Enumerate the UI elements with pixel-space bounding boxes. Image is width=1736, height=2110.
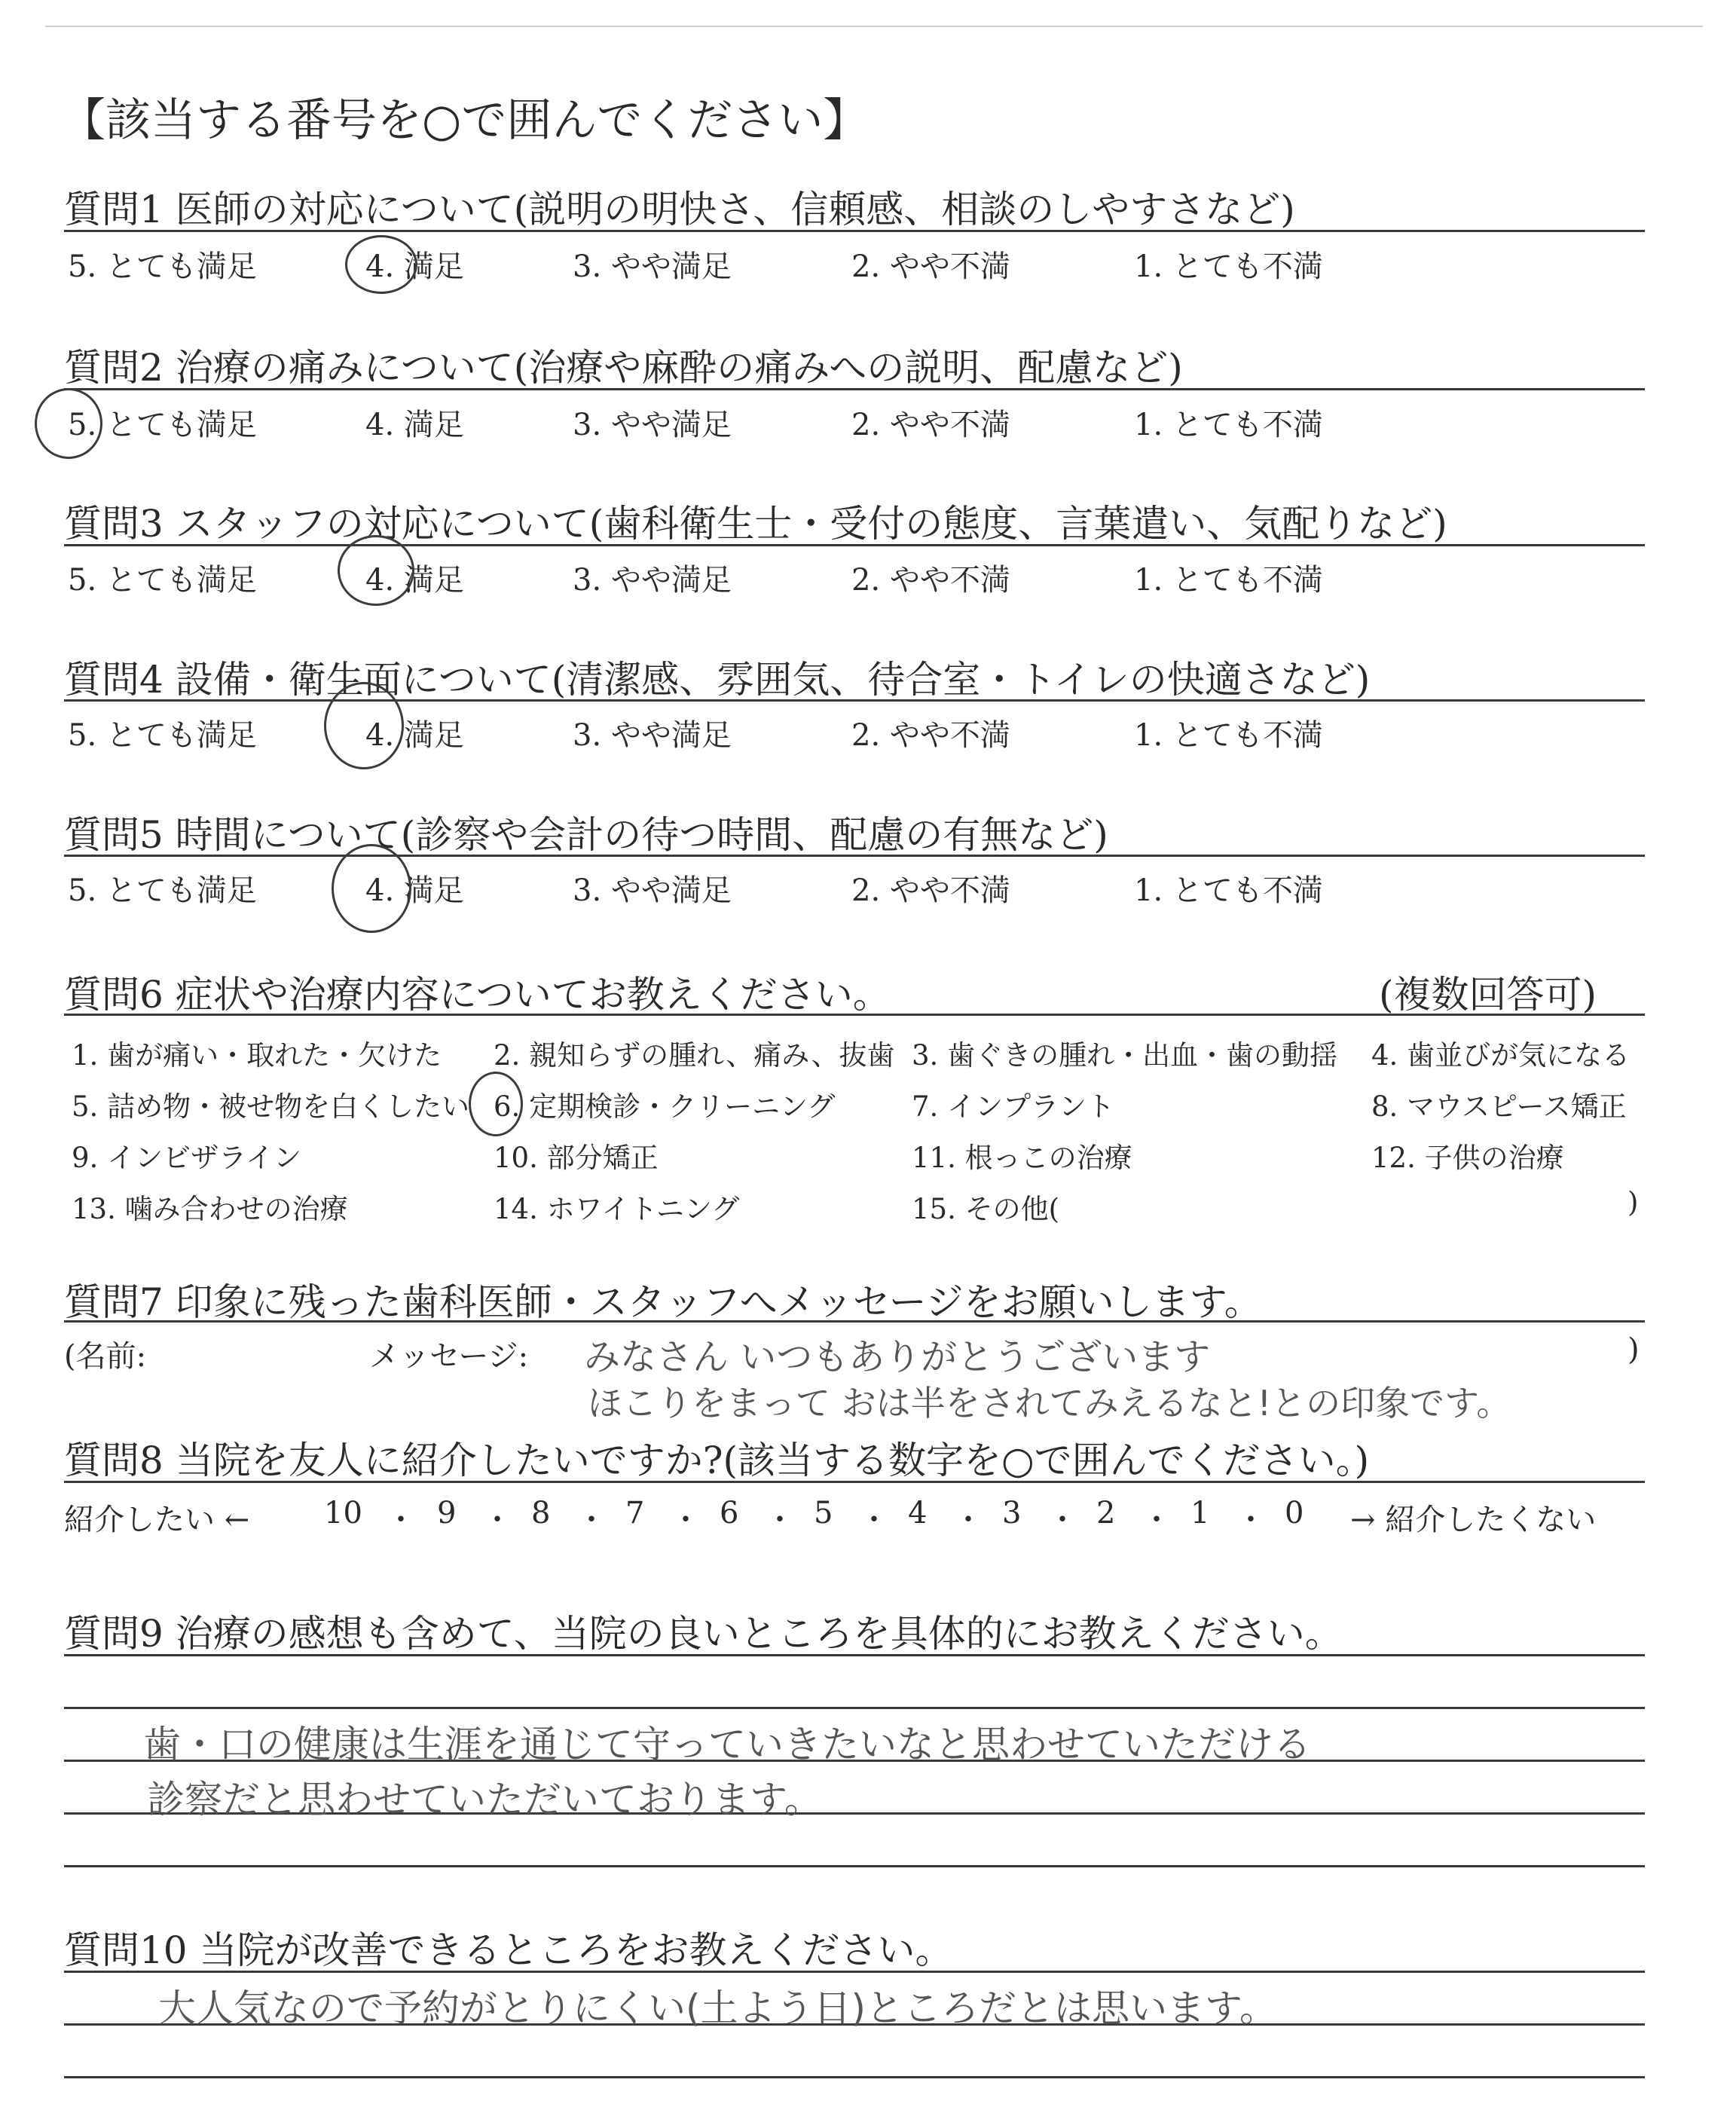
q2-rule xyxy=(64,388,1645,390)
q8-dot: ・ xyxy=(386,1503,416,1537)
q6-item-11[interactable]: 11. 根っこの治療 xyxy=(912,1142,1132,1174)
q1-option-4[interactable]: 4. 満足 xyxy=(365,249,464,284)
q8-dot: ・ xyxy=(859,1503,889,1537)
q6-item-1[interactable]: 1. 歯が痛い・取れた・欠けた xyxy=(72,1039,442,1072)
q5-option-5[interactable]: 5. とても満足 xyxy=(68,873,257,908)
q1-option-1[interactable]: 1. とても不満 xyxy=(1134,249,1323,284)
q2-option-3[interactable]: 3. やや満足 xyxy=(573,408,732,442)
q7-rule xyxy=(64,1320,1645,1323)
q8-scale-5[interactable]: 5 xyxy=(814,1496,833,1531)
q7-heading: 質問7 印象に残った歯科医師・スタッフへメッセージをお願いします。 xyxy=(64,1280,1262,1324)
q6-item-8[interactable]: 8. マウスピース矯正 xyxy=(1371,1090,1627,1123)
q8-dot: ・ xyxy=(671,1503,701,1537)
q7-close-paren: ) xyxy=(1628,1332,1640,1367)
q8-rule xyxy=(64,1481,1645,1483)
q8-left-label: 紹介したい ← xyxy=(64,1503,250,1537)
q3-rule xyxy=(64,544,1645,546)
q9-answer-line xyxy=(64,1865,1645,1867)
q6-heading: 質問6 症状や治療内容についてお教えください。 xyxy=(64,973,891,1017)
q8-scale-0[interactable]: 0 xyxy=(1285,1496,1304,1531)
q1-selection-circle xyxy=(345,235,417,294)
q9-answer-line xyxy=(64,1707,1645,1709)
q6-item-9[interactable]: 9. インビザライン xyxy=(72,1142,301,1174)
q6-item-4[interactable]: 4. 歯並びが気になる xyxy=(1371,1039,1631,1072)
q8-scale-9[interactable]: 9 xyxy=(437,1496,457,1531)
q5-selection-circle xyxy=(332,844,411,933)
q5-option-3[interactable]: 3. やや満足 xyxy=(573,873,732,908)
q5-heading: 質問5 時間について(診察や会計の待つ時間、配慮の有無など) xyxy=(64,813,1108,857)
q6-selection-circle xyxy=(469,1072,523,1136)
q3-option-5[interactable]: 5. とても満足 xyxy=(68,563,257,598)
q6-other-close-paren: ) xyxy=(1628,1186,1639,1219)
q9-heading: 質問9 治療の感想も含めて、当院の良いところを具体的にお教えください。 xyxy=(64,1612,1343,1656)
q5-option-4[interactable]: 4. 満足 xyxy=(365,873,464,908)
q6-item-2[interactable]: 2. 親知らずの腫れ、痛み、抜歯 xyxy=(494,1039,895,1072)
q6-item-5[interactable]: 5. 詰め物・被せ物を白くしたい xyxy=(72,1090,470,1123)
q8-scale-8[interactable]: 8 xyxy=(531,1496,551,1531)
q3-option-4[interactable]: 4. 満足 xyxy=(365,563,464,598)
q6-item-10[interactable]: 10. 部分矯正 xyxy=(494,1142,659,1174)
q8-scale-3[interactable]: 3 xyxy=(1002,1496,1022,1531)
q3-selection-circle xyxy=(338,535,414,606)
q7-name-label: (名前: xyxy=(64,1339,147,1374)
q2-option-1[interactable]: 1. とても不満 xyxy=(1134,408,1323,442)
q9-handwritten-line-1: 歯・口の健康は生涯を通じて守っていきたいなと思わせていただける xyxy=(143,1723,1311,1766)
q6-item-7[interactable]: 7. インプラント xyxy=(912,1090,1115,1123)
q7-handwritten-line-2: ほこりをまって おは半をされてみえるなと!との印象です。 xyxy=(588,1383,1511,1423)
q9-rule xyxy=(64,1654,1645,1656)
q6-multiple-answer-note: (複数回答可) xyxy=(1379,973,1597,1017)
page-title: 【該当する番号を○で囲んでください】 xyxy=(60,94,869,147)
q2-heading: 質問2 治療の痛みについて(治療や麻酔の痛みへの説明、配慮など) xyxy=(64,346,1183,390)
q4-option-4[interactable]: 4. 満足 xyxy=(365,718,464,753)
q6-item-6[interactable]: 6. 定期検診・クリーニング xyxy=(494,1090,836,1123)
q8-dot: ・ xyxy=(576,1503,607,1537)
q1-option-3[interactable]: 3. やや満足 xyxy=(573,249,732,284)
q6-item-13[interactable]: 13. 噛み合わせの治療 xyxy=(72,1193,348,1225)
q2-option-5[interactable]: 5. とても満足 xyxy=(68,408,257,442)
q8-right-label: → 紹介したくない xyxy=(1350,1503,1597,1537)
q8-scale-4[interactable]: 4 xyxy=(908,1496,928,1531)
q7-message-label: メッセージ: xyxy=(369,1339,529,1374)
q8-dot: ・ xyxy=(1142,1503,1172,1537)
q8-dot: ・ xyxy=(1236,1503,1266,1537)
q8-scale-7[interactable]: 7 xyxy=(625,1496,645,1531)
q7-handwritten-line-1: みなさん いつもありがとうございます xyxy=(584,1336,1211,1378)
q5-option-1[interactable]: 1. とても不満 xyxy=(1134,873,1323,908)
q1-option-5[interactable]: 5. とても満足 xyxy=(68,249,257,284)
q8-scale-6[interactable]: 6 xyxy=(720,1496,739,1531)
q4-option-5[interactable]: 5. とても満足 xyxy=(68,718,257,753)
q6-item-3[interactable]: 3. 歯ぐきの腫れ・出血・歯の動揺 xyxy=(912,1039,1338,1072)
q4-heading: 質問4 設備・衛生面について(清潔感、雰囲気、待合室・トイレの快適さなど) xyxy=(64,658,1371,702)
q9-handwritten-line-2: 診察だと思わせていただいております。 xyxy=(147,1778,822,1821)
q2-selection-circle xyxy=(35,388,102,459)
q3-heading: 質問3 スタッフの対応について(歯科衛生士・受付の態度、言葉遣い、気配りなど) xyxy=(64,502,1447,546)
q1-option-2[interactable]: 2. やや不満 xyxy=(851,249,1010,284)
q8-heading: 質問8 当院を友人に紹介したいですか?(該当する数字を○で囲んでください。) xyxy=(64,1439,1370,1482)
q6-item-15[interactable]: 15. その他( xyxy=(912,1193,1060,1225)
q4-rule xyxy=(64,699,1645,702)
q2-option-4[interactable]: 4. 満足 xyxy=(365,408,464,442)
q1-rule xyxy=(64,230,1645,232)
q2-option-2[interactable]: 2. やや不満 xyxy=(851,408,1010,442)
q8-scale-10[interactable]: 10 xyxy=(324,1496,362,1531)
q4-selection-circle xyxy=(324,682,404,769)
q3-option-2[interactable]: 2. やや不満 xyxy=(851,563,1010,598)
q10-answer-line xyxy=(64,2076,1645,2078)
q6-item-14[interactable]: 14. ホワイトニング xyxy=(494,1193,740,1225)
q5-rule xyxy=(64,855,1645,857)
q8-scale-2[interactable]: 2 xyxy=(1096,1496,1116,1531)
q1-heading: 質問1 医師の対応について(説明の明快さ、信頼感、相談のしやすさなど) xyxy=(64,188,1295,231)
q8-dot: ・ xyxy=(765,1503,795,1537)
q8-scale-1[interactable]: 1 xyxy=(1190,1496,1210,1531)
q4-option-2[interactable]: 2. やや不満 xyxy=(851,718,1010,753)
q4-option-3[interactable]: 3. やや満足 xyxy=(573,718,732,753)
q3-option-3[interactable]: 3. やや満足 xyxy=(573,563,732,598)
q10-handwritten-line-1: 大人気なので予約がとりにくい(土よう日)ところだとは思います。 xyxy=(158,1986,1278,2030)
q6-item-12[interactable]: 12. 子供の治療 xyxy=(1371,1142,1564,1174)
q10-rule xyxy=(64,1971,1645,1973)
q8-dot: ・ xyxy=(1047,1503,1077,1537)
top-border-line xyxy=(45,26,1703,27)
q6-rule xyxy=(64,1014,1645,1016)
q8-dot: ・ xyxy=(482,1503,512,1537)
q8-dot: ・ xyxy=(953,1503,983,1537)
q4-option-1[interactable]: 1. とても不満 xyxy=(1134,718,1323,753)
q3-option-1[interactable]: 1. とても不満 xyxy=(1134,563,1323,598)
q10-heading: 質問10 当院が改善できるところをお教えください。 xyxy=(64,1928,953,1972)
q5-option-2[interactable]: 2. やや不満 xyxy=(851,873,1010,908)
